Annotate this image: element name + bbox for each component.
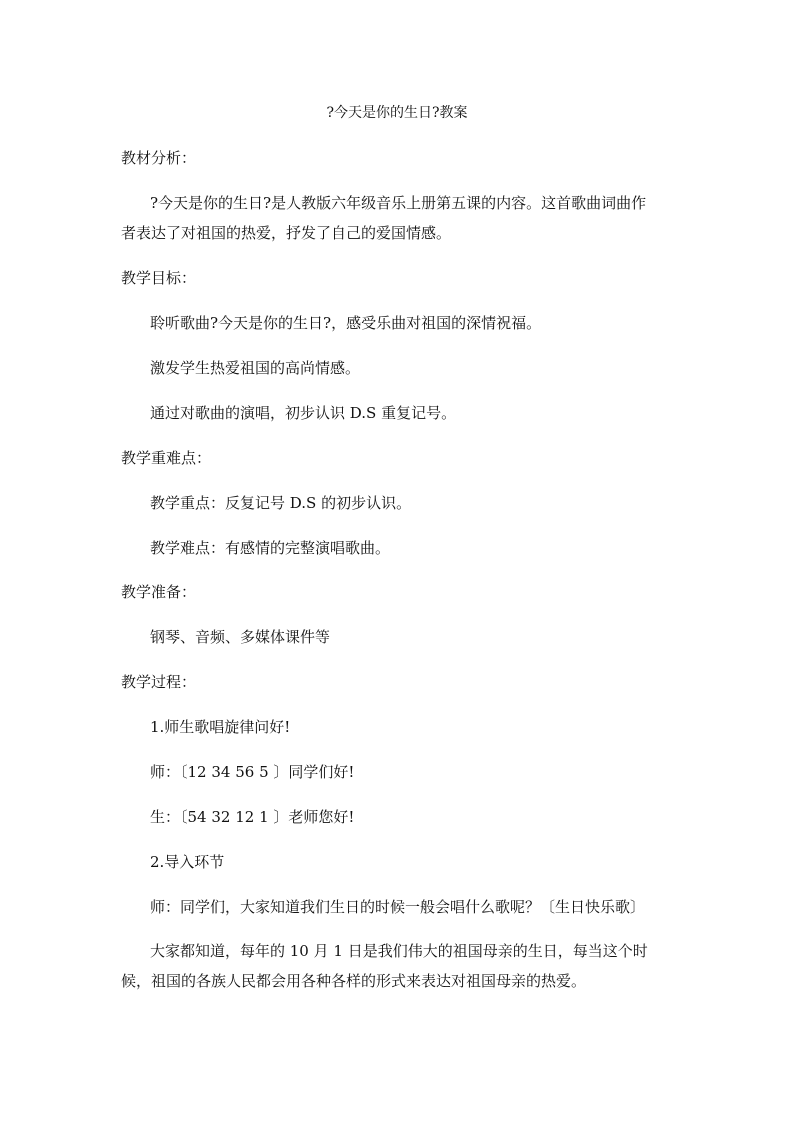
heading-preparation: 教学准备： [121,583,197,601]
process-item: 师：〔12 34 56 5 〕同学们好! [150,763,355,781]
heading-goals: 教学目标： [121,269,197,287]
process-item: 生：〔54 32 12 1 〕老师您好! [150,808,355,826]
document-title: ?今天是你的生日?教案 [326,105,468,121]
key-point-item: 教学难点：有感情的完整演唱歌曲。 [150,539,391,557]
goal-item: 聆听歌曲?今天是你的生日?，感受乐曲对祖国的深情祝福。 [150,314,542,332]
process-paragraph-line-2: 候，祖国的各族人民都会用各种各样的形式来表达对祖国母亲的热爱。 [121,972,587,990]
analysis-paragraph-line-2: 者表达了对祖国的热爱，抒发了自己的爱国情感。 [121,224,452,242]
goal-item: 通过对歌曲的演唱，初步认识 D.S 重复记号。 [150,404,457,422]
process-item: 1.师生歌唱旋律问好! [150,718,291,736]
heading-key-points: 教学重难点： [121,449,212,467]
key-point-item: 教学重点：反复记号 D.S 的初步认识。 [150,494,412,512]
analysis-paragraph-line-1: ?今天是你的生日?是人教版六年级音乐上册第五课的内容。这首歌曲词曲作 [150,194,647,212]
goal-item: 激发学生热爱祖国的高尚情感。 [150,359,361,377]
process-item: 2.导入环节 [150,853,225,871]
heading-process: 教学过程： [121,673,197,691]
preparation-item: 钢琴、音频、多媒体课件等 [150,628,331,646]
process-item: 师：同学们，大家知道我们生日的时候一般会唱什么歌呢？〔生日快乐歌〕 [150,898,646,916]
process-paragraph-line-1: 大家都知道，每年的 10 月 1 日是我们伟大的祖国母亲的生日，每当这个时 [150,942,648,960]
heading-analysis: 教材分析： [121,149,197,167]
